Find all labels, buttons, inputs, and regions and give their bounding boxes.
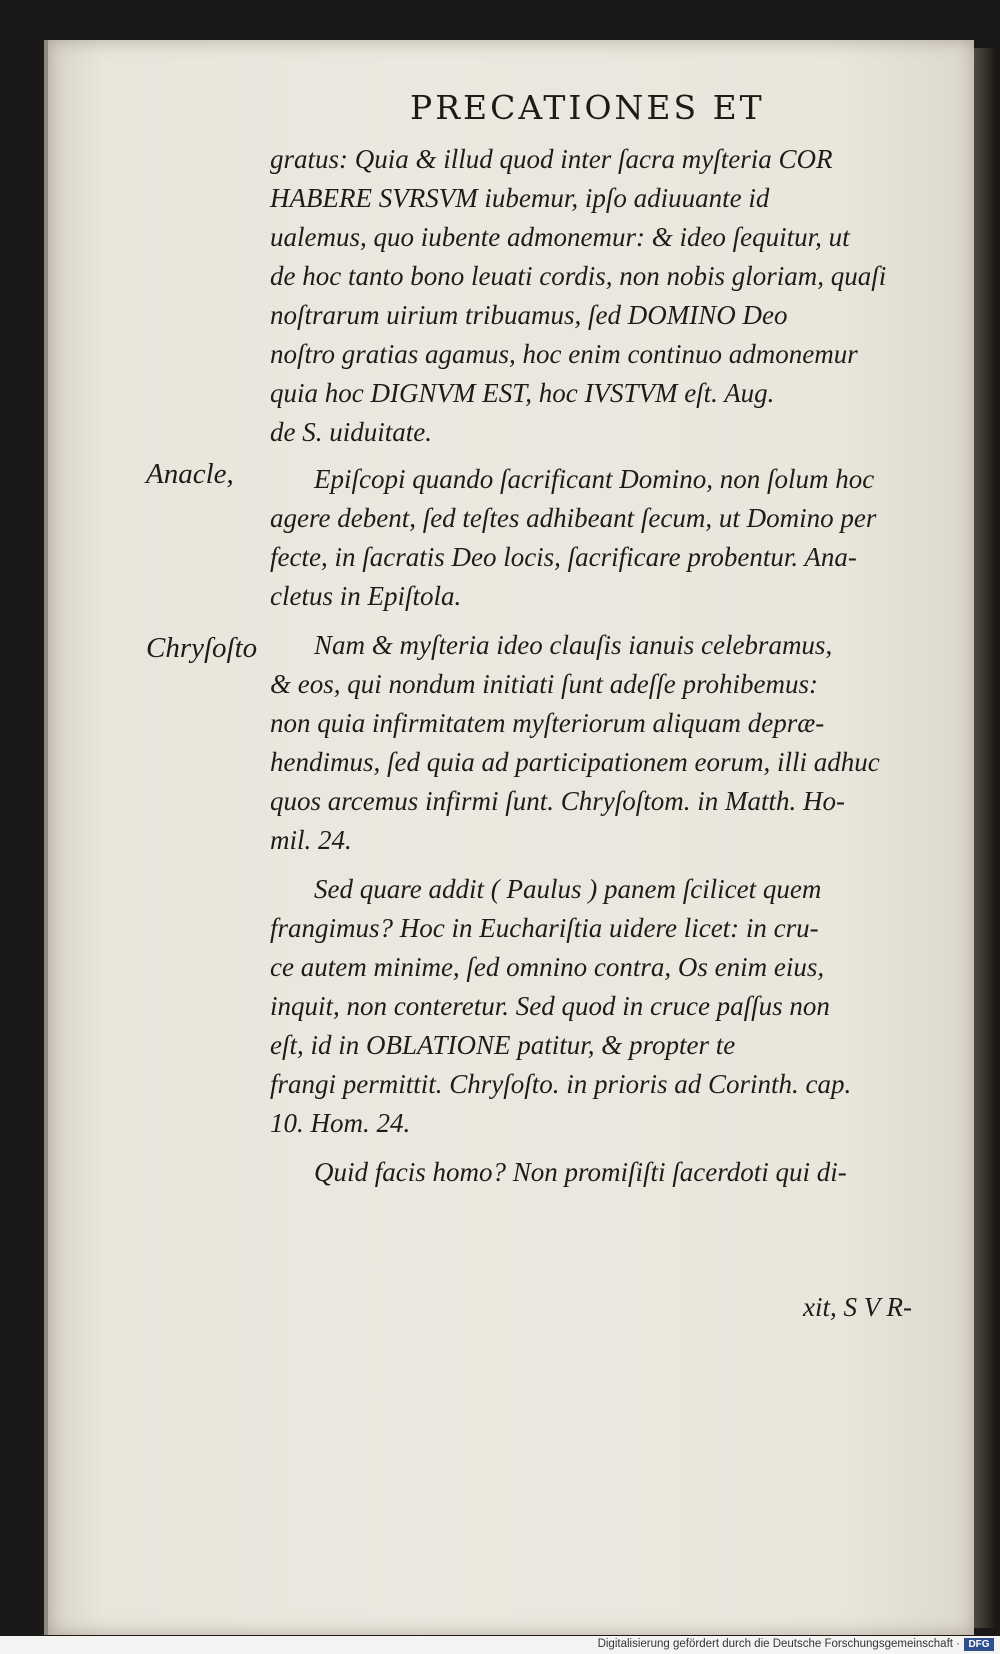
text-line: hendimus, ſed quia ad participationem eorum, illi adhuc	[270, 747, 880, 777]
paragraph-quid-facis	[270, 1153, 970, 1192]
text-line: quia hoc DIGNVM EST, hoc IVSTVM eſt. Aug.	[270, 378, 775, 408]
main-text	[270, 140, 970, 1192]
text-line: Epiſcopi quando ſacrificant Domino, non ſolum hoc	[314, 464, 875, 494]
text-line: eſt, id in OBLATIONE patitur, & propter te	[270, 1030, 736, 1060]
text-line: cletus in Epiſtola.	[270, 581, 462, 611]
margin-note-anacletus: Anacle,	[146, 458, 234, 490]
text-line: frangi permittit. Chryſoſto. in prioris ad Corinth. cap.	[270, 1069, 852, 1099]
text-line: mil. 24.	[270, 825, 352, 855]
text-line: fecte, in ſacratis Deo locis, ſacrificare probentur. Ana-	[270, 542, 857, 572]
text-line: agere debent, ſed teſtes adhibeant ſecum, ut Domino per	[270, 503, 877, 533]
text-line: & eos, qui nondum initiati ſunt adeſſe prohibemus:	[270, 669, 818, 699]
margin-note-chrysostom: Chryſoſto	[146, 632, 258, 664]
running-head: PRECATIONES ET	[410, 88, 765, 127]
text-line: de S. uiduitate.	[270, 417, 432, 447]
paragraph-augustine	[270, 140, 970, 452]
text-line: noſtrarum uirium tribuamus, ſed DOMINO Deo	[270, 300, 788, 330]
paragraph-chrysostom-matth	[270, 626, 970, 860]
text-line: HABERE SVRSVM iubemur, ipſo adiuuante id	[270, 183, 770, 213]
text-line: frangimus? Hoc in Euchariſtia uidere licet: in cru-	[270, 913, 819, 943]
footer-credit: Digitalisierung gefördert durch die Deutsche Forschungsgemeinschaft ·	[597, 1638, 960, 1650]
text-line: gratus: Quia & illud quod inter ſacra myſteria COR	[270, 144, 833, 174]
text-line: Nam & myſteria ideo clauſis ianuis celebramus,	[314, 630, 833, 660]
text-line: inquit, non conteretur. Sed quod in cruce paſſus non	[270, 991, 830, 1021]
dfg-logo-icon: DFG	[964, 1638, 994, 1651]
text-line: quos arcemus infirmi ſunt. Chryſoſtom. in Matth. Ho-	[270, 786, 845, 816]
paragraph-chrysostom-corinth	[270, 870, 970, 1143]
text-line: non quia infirmitatem myſteriorum aliquam depræ-	[270, 708, 825, 738]
paragraph-anacletus	[270, 460, 970, 616]
catchword: xit, S V R-	[803, 1292, 912, 1322]
text-line: ce autem minime, ſed omnino contra, Os enim eius,	[270, 952, 825, 982]
text-line: 10. Hom. 24.	[270, 1108, 411, 1138]
text-line: de hoc tanto bono leuati cordis, non nobis gloriam, quaſi	[270, 261, 887, 291]
text-line: Quid facis homo? Non promiſiſti ſacerdoti qui di-	[314, 1157, 847, 1187]
text-line: ualemus, quo iubente admonemur: & ideo ſequitur, ut	[270, 222, 850, 252]
text-line: noſtro gratias agamus, hoc enim continuo admonemur	[270, 339, 858, 369]
text-line: Sed quare addit ( Paulus ) panem ſcilicet quem	[314, 874, 822, 904]
